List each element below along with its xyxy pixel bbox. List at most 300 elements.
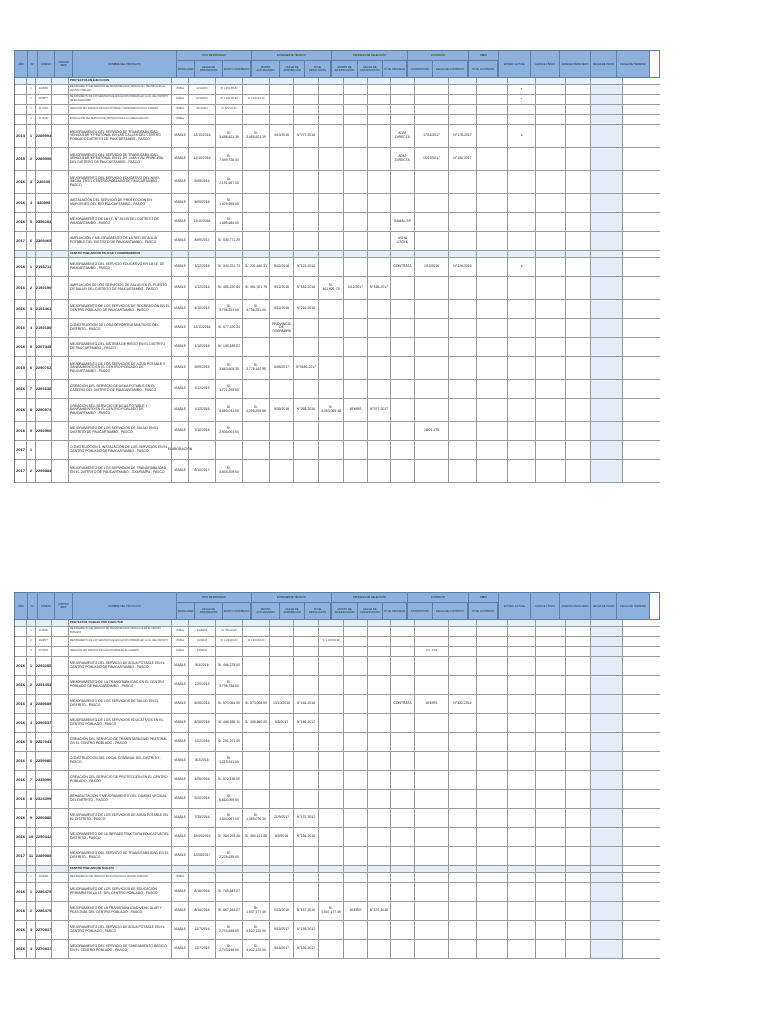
row-contractor <box>391 277 415 299</box>
row-modality: VIABLE <box>172 460 189 482</box>
row-contract-date <box>415 809 449 827</box>
row-award-amount: S/. 1,233,000.00 <box>319 637 344 646</box>
row-award-amount <box>319 300 344 318</box>
row-end-date <box>591 300 623 318</box>
row-approved-amount: S/. 344,221.73 <box>216 258 243 276</box>
row-end-date <box>591 809 623 827</box>
row-contract-number <box>449 194 477 212</box>
row-award-date <box>344 422 368 440</box>
row-exp-date <box>270 441 294 459</box>
row-financial-progress <box>536 171 566 193</box>
row-status <box>477 790 508 808</box>
row-end-date <box>591 105 623 114</box>
row-end-date <box>591 148 623 170</box>
row-code <box>36 251 52 257</box>
row-contract-date <box>415 637 449 646</box>
row-description: MEJORAMIENTO DEL SERVICIO EDUCATIVO EN EL CENTRO POBLADO <box>69 873 172 882</box>
row-physical-progress <box>508 338 536 356</box>
row-end-date <box>591 251 623 257</box>
row-updated-amount: S/. 573,064.00 <box>243 695 270 713</box>
row-approved-amount: S/. 190,189.02 <box>216 338 243 356</box>
header-group-title: PROCESO DE SELECCIÓN <box>332 593 407 603</box>
row-year: 2016 <box>15 422 27 440</box>
row-financial-progress <box>536 809 566 827</box>
header-award-amount: MONTO DE ADJUDICACIÓN <box>332 603 358 619</box>
row-approved-amount <box>216 115 243 124</box>
row-code: 2286475 <box>36 883 52 901</box>
row-physical-progress <box>508 627 536 636</box>
row-contractor <box>391 790 415 808</box>
row-physical-progress <box>508 847 536 865</box>
row-end-date <box>591 460 623 482</box>
header-group-process <box>177 593 252 619</box>
row-snip <box>52 78 69 84</box>
row-exp-date <box>270 194 294 212</box>
row-code: 2292960 <box>36 422 52 440</box>
row-contract-number: N°326-2016 <box>449 258 477 276</box>
row-snip <box>52 627 69 636</box>
row-start-date <box>566 125 591 147</box>
row-approved-amount <box>216 441 243 459</box>
row-number: 2 <box>27 460 36 482</box>
row-start-date <box>566 85 591 94</box>
row-status <box>477 258 508 276</box>
row-contract-date <box>415 194 449 212</box>
row-award-amount <box>319 85 344 94</box>
row-year: 2016 <box>15 676 27 694</box>
row-start-date <box>566 873 591 882</box>
row-contractor <box>391 399 415 421</box>
row-code: 2299884 <box>36 460 52 482</box>
row-award-date <box>344 828 368 846</box>
row-contract-number <box>449 422 477 440</box>
row-contractor <box>391 620 415 626</box>
row-end-date <box>591 171 623 193</box>
row-approval-date: 5/09/2015 <box>189 357 216 379</box>
table-row <box>15 902 660 921</box>
row-physical-progress <box>508 357 536 379</box>
row-process-number: N°168-2017 <box>368 277 391 299</box>
row-resolution <box>294 380 319 398</box>
row-code: 2289985 <box>36 847 52 865</box>
row-description: MEJORAMIENTO DE LOS SERVICIOS DE SALUD EN EL DISTRITO DE PAUCARTAMBO - PASCO <box>69 422 172 440</box>
row-contract-date <box>415 399 449 421</box>
row-status <box>477 213 508 231</box>
row-modality: VIABLE <box>172 647 189 656</box>
row-contract-date <box>415 828 449 846</box>
row-code: 2192180 <box>36 319 52 337</box>
row-award-date <box>344 148 368 170</box>
row-start-date <box>566 902 591 920</box>
sheet-page-1 <box>14 50 660 483</box>
row-process-number <box>368 460 391 482</box>
row-status <box>477 357 508 379</box>
section-row <box>15 866 660 873</box>
header-status: ESTADO ACTUAL <box>499 593 531 619</box>
row-modality <box>172 78 189 84</box>
row-end-date <box>591 627 623 636</box>
row-resolution <box>294 847 319 865</box>
row-description: AMPLIACIÓN DE LOS SERVICIOS DE SALUD EN EL PUESTO DE SALUD DEL DISTRITO DE PAUCARTAMBO - PASCO <box>69 277 172 299</box>
row-physical-progress <box>508 300 536 318</box>
row-financial-progress <box>536 422 566 440</box>
row-updated-amount <box>243 422 270 440</box>
row-year <box>15 85 27 94</box>
row-approval-date: 8/26/2016 <box>189 714 216 732</box>
row-modality: VIABLE <box>172 733 189 751</box>
row-number: 7 <box>27 771 36 789</box>
row-year: 2015 <box>15 357 27 379</box>
table-row <box>15 809 660 828</box>
row-modality: VIABLE <box>172 380 189 398</box>
row-status <box>477 866 508 872</box>
header-group-process <box>177 51 252 77</box>
row-snip <box>52 115 69 124</box>
row-award-amount <box>319 790 344 808</box>
row-exp-date: 5/08/2017 <box>270 357 294 379</box>
row-resolution: N°193-2017 <box>294 940 319 958</box>
header-group-work <box>469 593 499 619</box>
row-modality: VIABLE <box>172 883 189 901</box>
header-resolution: N° DE RESOLUCIÓN <box>305 61 331 77</box>
row-contractor <box>391 171 415 193</box>
row-process-number <box>368 251 391 257</box>
row-updated-amount <box>243 319 270 337</box>
row-updated-amount <box>243 620 270 626</box>
row-end-date <box>591 338 623 356</box>
row-modality: VIABLE <box>172 637 189 646</box>
row-description: MEJORAMIENTO DEL SISTEMA DE RIEGO EN EL DISTRITO DE PAUCARTAMBO - PASCO <box>69 338 172 356</box>
row-approval-date: 12/2/2016 <box>189 733 216 751</box>
row-status <box>477 620 508 626</box>
row-end-date <box>591 828 623 846</box>
row-award-date <box>344 300 368 318</box>
row-contractor <box>391 194 415 212</box>
row-updated-amount <box>243 460 270 482</box>
row-year <box>15 873 27 882</box>
row-snip <box>52 902 69 920</box>
row-process-number <box>368 125 391 147</box>
row-status <box>477 940 508 958</box>
row-start-date <box>566 277 591 299</box>
row-contractor <box>391 940 415 958</box>
row-contract-number <box>449 733 477 751</box>
row-number <box>27 866 36 872</box>
row-year: 2016 <box>15 277 27 299</box>
row-description: MEJORAMIENTO DEL SERVICIO DE AGUA POTABLE EN EL CENTRO POBLADO - PASCO <box>69 921 172 939</box>
header-modality: MODALIDAD <box>177 603 195 619</box>
row-year: 2016 <box>15 828 27 846</box>
row-approval-date: 4/10/2016 <box>189 627 216 636</box>
row-description: MEJORAMIENTO DE LOS SERVICIOS EDUCATIVOS EN EL CENTRO POBLADO - PASCO <box>69 714 172 732</box>
row-award-date <box>344 866 368 872</box>
row-award-date <box>344 771 368 789</box>
row-award-amount <box>319 809 344 827</box>
row-contractor <box>391 380 415 398</box>
row-approved-amount: S/. 1,344,067.00 <box>216 809 243 827</box>
row-contractor <box>391 338 415 356</box>
row-snip <box>52 883 69 901</box>
row-financial-progress <box>536 657 566 675</box>
row-number: 5 <box>27 338 36 356</box>
row-physical-progress <box>508 714 536 732</box>
row-year: 2016 <box>15 657 27 675</box>
row-year <box>15 78 27 84</box>
row-approval-date: 11/11/2015 <box>189 85 216 94</box>
row-description: MEJORAMIENTO DEL SERVICIO DE AGUA POTABLE EN EL CENTRO POBLADO DE PAUCARTAMBO - PASCO <box>69 657 172 675</box>
row-modality: VIABLE <box>172 115 189 124</box>
row-approved-amount: S/. 3,796,786.00 <box>216 676 243 694</box>
row-contract-number <box>449 95 477 104</box>
row-contract-number <box>449 460 477 482</box>
row-number: 7 <box>27 380 36 398</box>
row-updated-amount <box>243 873 270 882</box>
row-status <box>477 647 508 656</box>
row-contract-number <box>449 380 477 398</box>
header-financial-progress: AVANCE FINANCIERO <box>560 593 591 619</box>
row-updated-amount: S/. 360,121.86 <box>243 828 270 846</box>
header-group-title: CONTRATO <box>408 593 468 603</box>
row-description: MEJORAMIENTO DE LOS SERVICIOS DE RECREACIÓN EN EL CENTRO POBLADO DE PAUCARTAMBO - PASCO <box>69 300 172 318</box>
row-snip <box>52 771 69 789</box>
row-award-amount <box>319 733 344 751</box>
table-row <box>15 213 660 232</box>
row-updated-amount <box>243 338 270 356</box>
row-approved-amount: S/. 876,543.00 <box>216 105 243 114</box>
row-award-date <box>344 258 368 276</box>
header-group-selection <box>332 51 408 77</box>
row-physical-progress <box>508 194 536 212</box>
row-exp-date <box>270 866 294 872</box>
row-description: INSTALACIÓN DEL SERVICIO DE PROTECCIÓN EN LA CUENCA DEL RÍO <box>69 115 172 124</box>
row-end-date <box>591 752 623 770</box>
row-process-number <box>368 873 391 882</box>
row-approved-amount: S/. 1,629,595.00 <box>216 194 243 212</box>
header-process-number: N° DE PROCESO <box>383 603 407 619</box>
row-number: 3 <box>27 171 36 193</box>
row-resolution <box>294 637 319 646</box>
row-award-amount <box>319 125 344 147</box>
row-contract-date <box>415 714 449 732</box>
row-start-date <box>566 695 591 713</box>
row-number: 5 <box>27 733 36 751</box>
row-contractor <box>391 752 415 770</box>
row-updated-amount <box>243 847 270 865</box>
row-award-amount: S/. 4,053,065.48 <box>319 399 344 421</box>
row-year <box>15 620 27 626</box>
row-award-date <box>344 319 368 337</box>
row-process-number <box>368 637 391 646</box>
row-status <box>477 676 508 694</box>
row-approved-amount: S/. 1,290,000.00 <box>216 637 243 646</box>
row-start-date <box>566 866 591 872</box>
header-start-date: FECHA DE INICIO <box>591 51 617 77</box>
row-modality: VIABLE <box>172 258 189 276</box>
row-contract-number <box>449 78 477 84</box>
row-snip <box>52 809 69 827</box>
row-contractor <box>391 95 415 104</box>
row-contract-number: N°132-2016 <box>449 695 477 713</box>
row-start-date <box>566 676 591 694</box>
row-year: 2016 <box>15 733 27 751</box>
row-award-date <box>344 733 368 751</box>
row-contract-date <box>415 95 449 104</box>
header-group-selection <box>332 593 408 619</box>
row-code: 2270837 <box>36 940 52 958</box>
row-process-number <box>368 357 391 379</box>
row-contract-number <box>449 866 477 872</box>
row-end-date <box>591 194 623 212</box>
row-physical-progress <box>508 620 536 626</box>
row-award-amount <box>319 647 344 656</box>
row-end-date <box>591 85 623 94</box>
row-process-number <box>368 300 391 318</box>
row-approved-amount <box>216 620 243 626</box>
row-year: 2016 <box>15 171 27 193</box>
row-modality: ELABORACIÓN <box>172 441 189 459</box>
row-physical-progress <box>508 940 536 958</box>
row-end-date <box>591 277 623 299</box>
row-approval-date: 8/09/2017 <box>189 232 216 250</box>
row-updated-amount: S/. 1,233,000.00 <box>243 637 270 646</box>
row-physical-progress <box>508 866 536 872</box>
row-award-amount <box>319 460 344 482</box>
row-code: 2165456 <box>36 873 52 882</box>
row-process-number <box>368 85 391 94</box>
row-financial-progress <box>536 78 566 84</box>
row-exp-date: 4/10/2016 <box>270 125 294 147</box>
row-award-date: 1/12/2017 <box>344 277 368 299</box>
row-number: 9 <box>27 422 36 440</box>
row-year: 2016 <box>15 213 27 231</box>
row-approval-date: 8/26/2016 <box>189 695 216 713</box>
row-award-date <box>344 338 368 356</box>
row-contract-number: N°196-2017 <box>449 148 477 170</box>
row-approval-date: 12/7/2016 <box>189 921 216 939</box>
row-modality: VIABLE <box>172 85 189 94</box>
row-end-date <box>591 620 623 626</box>
row-snip <box>52 258 69 276</box>
row-financial-progress <box>536 338 566 356</box>
row-snip <box>52 105 69 114</box>
row-updated-amount <box>243 251 270 257</box>
row-exp-date <box>270 171 294 193</box>
row-updated-amount <box>243 866 270 872</box>
row-contractor <box>391 637 415 646</box>
row-award-date <box>344 194 368 212</box>
row-year: 2017 <box>15 460 27 482</box>
row-award-amount <box>319 627 344 636</box>
row-contract-date: 4EMRS <box>415 695 449 713</box>
row-physical-progress <box>508 277 536 299</box>
row-status <box>477 921 508 939</box>
row-description: MEJORAMIENTO DE LOS SERVICIOS DE AGUA POTABLE Y SANEAMIENTO EN EL CENTRO POBLADO DE PAUCARTAMBO - PASCO <box>69 357 172 379</box>
row-updated-amount <box>243 883 270 901</box>
row-award-date <box>344 85 368 94</box>
sheet-page-2 <box>14 592 660 959</box>
row-award-amount <box>319 940 344 958</box>
row-approved-amount <box>216 78 243 84</box>
table-body <box>14 620 660 959</box>
header-group-work <box>469 51 499 77</box>
row-code <box>36 866 52 872</box>
table-row <box>15 657 660 676</box>
row-contract-date <box>415 251 449 257</box>
row-contract-number <box>449 921 477 939</box>
row-award-amount <box>319 78 344 84</box>
section-row <box>15 251 660 258</box>
row-contract-number <box>449 809 477 827</box>
row-award-amount <box>319 115 344 124</box>
row-process-number <box>368 809 391 827</box>
row-number: 4 <box>27 194 36 212</box>
row-status <box>477 78 508 84</box>
row-description: MEJORAMIENTO DEL SERVICIO DE TRANSITABILIDAD VEHICULAR Y PEATONAL EN EL JR. LIMA Y AV. PRINCIPAL DEL DISTRITO DE PAUCARTAMBO - PASCO <box>69 148 172 170</box>
row-exp-date: 8/9/2016 <box>270 828 294 846</box>
table-row <box>15 258 660 277</box>
row-snip <box>52 251 69 257</box>
row-status <box>477 902 508 920</box>
row-updated-amount: S/. 231,640.31 <box>243 258 270 276</box>
table-header <box>14 592 660 620</box>
row-financial-progress <box>536 883 566 901</box>
row-code: 2290762 <box>36 357 52 379</box>
row-approved-amount <box>216 251 243 257</box>
row-modality: VIABLE <box>172 714 189 732</box>
row-snip <box>52 213 69 231</box>
row-updated-amount <box>243 771 270 789</box>
row-modality: VIABLE <box>172 809 189 827</box>
row-description: CREACIÓN DEL SERVICIO DE AGUA POTABLE Y SANEAMIENTO EN EL CENTRO POBLADO DE PAUCARTAMBO - PASCO <box>69 399 172 421</box>
row-award-amount <box>319 105 344 114</box>
header-status: ESTADO ACTUAL <box>499 51 531 77</box>
row-updated-amount: S/. 3,456,821.39 <box>243 125 270 147</box>
row-status <box>477 105 508 114</box>
row-updated-amount: S/. 3,632,120.00 <box>243 940 270 958</box>
row-award-amount <box>319 258 344 276</box>
row-description: REHABILITACIÓN Y MEJORAMIENTO DEL CAMINO VECINAL DEL DISTRITO - PASCO <box>69 790 172 808</box>
table-row <box>15 300 660 319</box>
row-year: 2017 <box>15 232 27 250</box>
row-end-date <box>591 399 623 421</box>
row-award-date <box>344 232 368 250</box>
row-start-date <box>566 790 591 808</box>
row-start-date <box>566 319 591 337</box>
row-resolution: N°0186-2017 <box>294 357 319 379</box>
row-description: MEJORAMIENTO DE LA TRANSITABILIDAD VEHICULAR Y PEATONAL DEL CENTRO POBLADO - PASCO <box>69 902 172 920</box>
row-financial-progress <box>536 125 566 147</box>
header-group-title: OBRA <box>469 51 498 61</box>
row-financial-progress <box>536 866 566 872</box>
row-start-date <box>566 752 591 770</box>
row-contract-date <box>415 319 449 337</box>
row-year <box>15 115 27 124</box>
row-approved-amount <box>216 866 243 872</box>
row-snip <box>52 647 69 656</box>
row-financial-progress <box>536 357 566 379</box>
row-approval-date: 1/12/2016 <box>189 258 216 276</box>
row-physical-progress <box>508 921 536 939</box>
row-physical-progress <box>508 676 536 694</box>
row-award-amount <box>319 441 344 459</box>
row-award-date <box>344 115 368 124</box>
row-snip <box>52 676 69 694</box>
row-contract-date <box>415 380 449 398</box>
row-contractor <box>391 883 415 901</box>
row-financial-progress <box>536 828 566 846</box>
row-updated-amount <box>243 752 270 770</box>
row-physical-progress <box>508 78 536 84</box>
